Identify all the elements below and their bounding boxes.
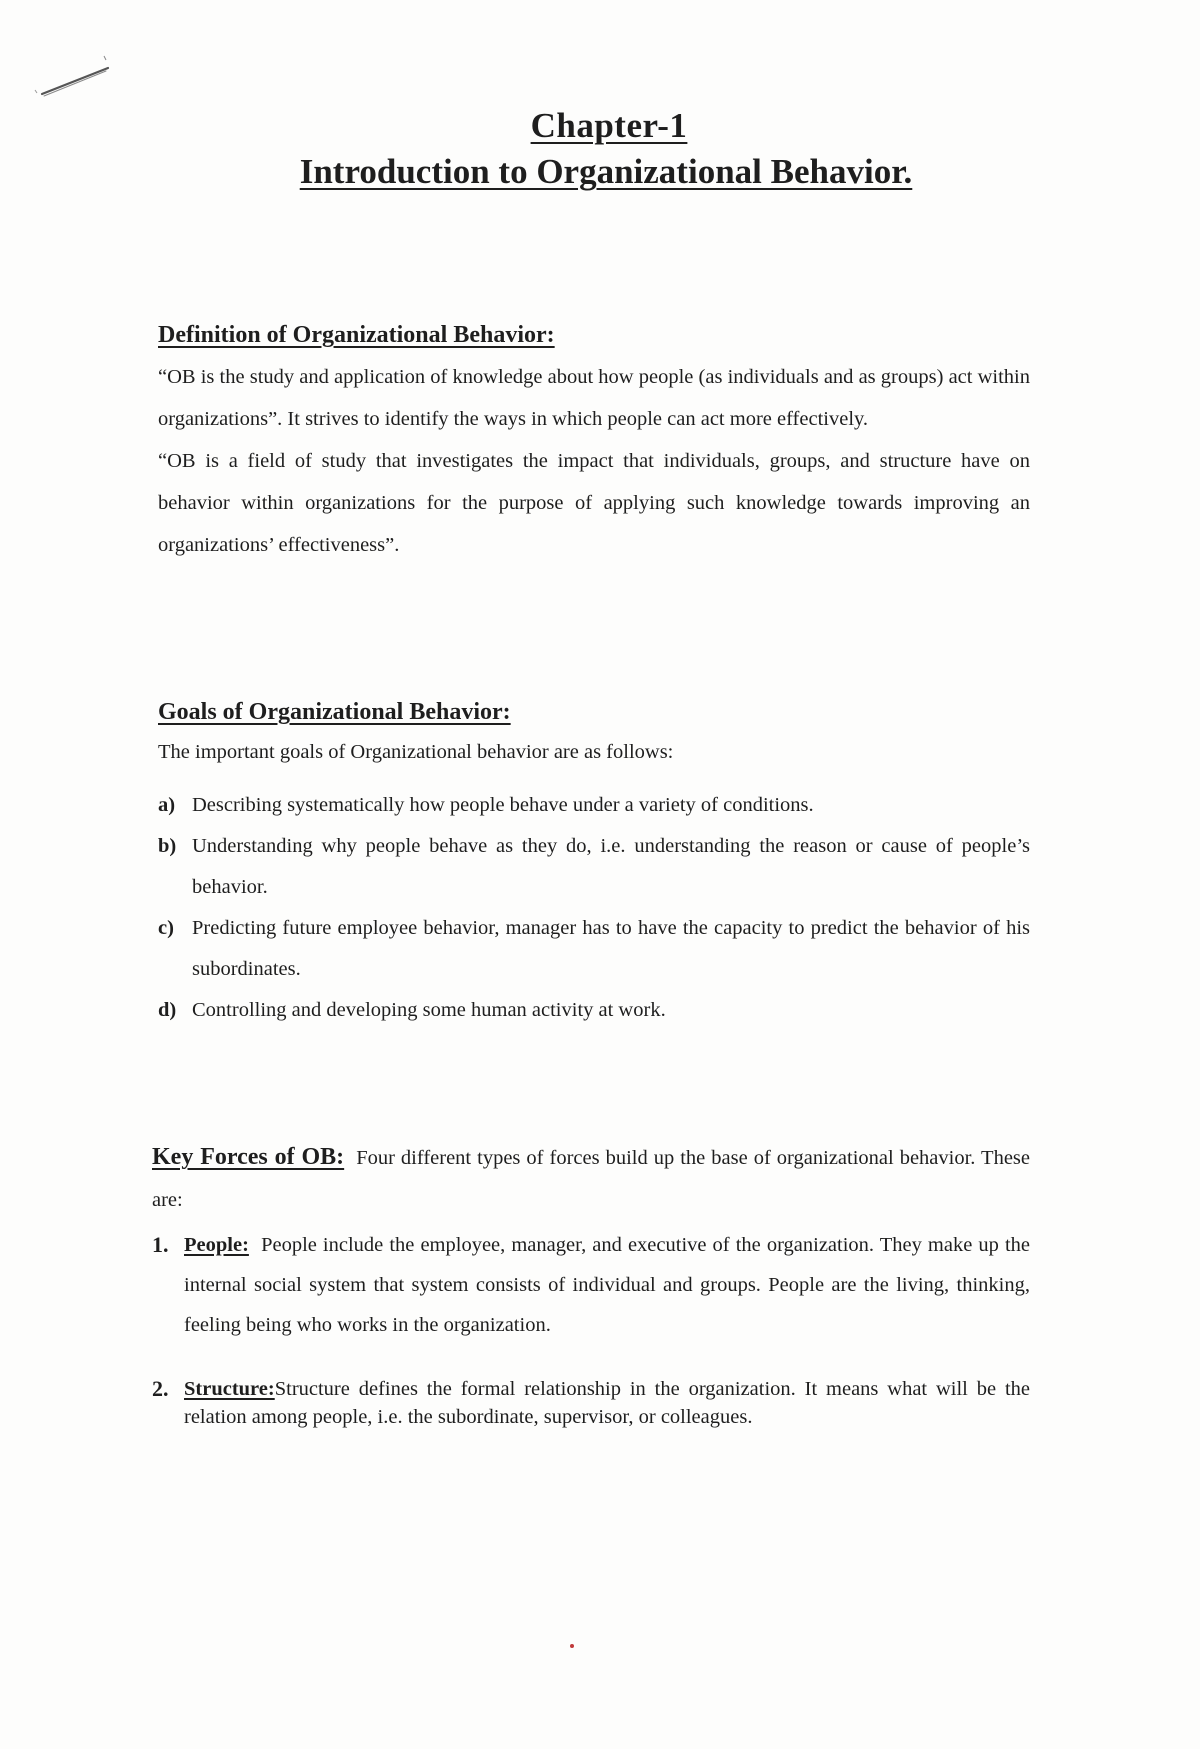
goal-text: Understanding why people behave as they do, i.e. understanding the reason or cause of people’s behavior.: [192, 835, 1030, 898]
goal-marker: d): [158, 999, 177, 1021]
chapter-title: Chapter-1: [530, 106, 688, 145]
goal-marker: a): [158, 794, 176, 816]
goal-item: [158, 826, 1030, 908]
force-marker: 1.: [152, 1232, 169, 1257]
goals-intro: The important goals of Organizational behavior are as follows:: [158, 741, 674, 763]
force-description: People include the employee, manager, and executive of the organization. They make up the internal social system that system consists of individual and groups. People are the living, thinking, feeling being who works in the organization.: [184, 1234, 1031, 1336]
force-text: [184, 1225, 1030, 1345]
goal-item: [158, 990, 1030, 1031]
key-forces-section: [152, 1136, 1030, 1431]
goal-text: Controlling and developing some human activity at work.: [192, 999, 666, 1021]
definition-paragraph-1: “OB is the study and application of knowledge about how people (as individuals and as groups) act within organizations”. It strives to identify the ways in which people can act more effectively.: [158, 366, 1030, 430]
goal-item: [158, 785, 1030, 826]
goal-marker: c): [158, 917, 174, 939]
goals-section: [158, 697, 1030, 1031]
definition-paragraph-2: “OB is a field of study that investigates the impact that individuals, groups, and structure have on behavior within organizations for the purpose of applying such knowledge towards improving an organizations’ effectiveness”.: [158, 450, 1030, 556]
key-forces-heading: Key Forces of OB:: [152, 1144, 345, 1170]
definition-heading: Definition of Organizational Behavior:: [158, 322, 555, 348]
force-description: Structure defines the formal relationship in the organization. It means what will be the relation among people, i.e. the subordinate, supervisor, or colleagues.: [184, 1378, 1030, 1428]
goal-text: Describing systematically how people behave under a variety of conditions.: [192, 794, 814, 816]
force-label: People:: [184, 1234, 249, 1256]
goal-item: [158, 908, 1030, 990]
pen-stroke-mark: [30, 50, 120, 110]
force-item: [152, 1375, 1030, 1431]
title-block: [0, 104, 1200, 196]
goal-marker: b): [158, 835, 177, 857]
force-label: Structure:: [184, 1378, 275, 1400]
force-marker: 2.: [152, 1376, 169, 1401]
red-dot-mark: [570, 1644, 574, 1648]
force-item: [152, 1225, 1030, 1345]
key-forces-intro: Four different types of forces build up the base of organizational behavior. These are:: [152, 1147, 1031, 1211]
main-title: Introduction to Organizational Behavior.: [299, 152, 913, 191]
force-text: [184, 1375, 1030, 1431]
goals-heading: Goals of Organizational Behavior:: [158, 699, 511, 725]
definition-section: [158, 320, 1030, 566]
key-forces-intro-paragraph: [152, 1136, 1030, 1221]
goal-text: Predicting future employee behavior, manager has to have the capacity to predict the behavior of his subordinates.: [192, 917, 1030, 980]
